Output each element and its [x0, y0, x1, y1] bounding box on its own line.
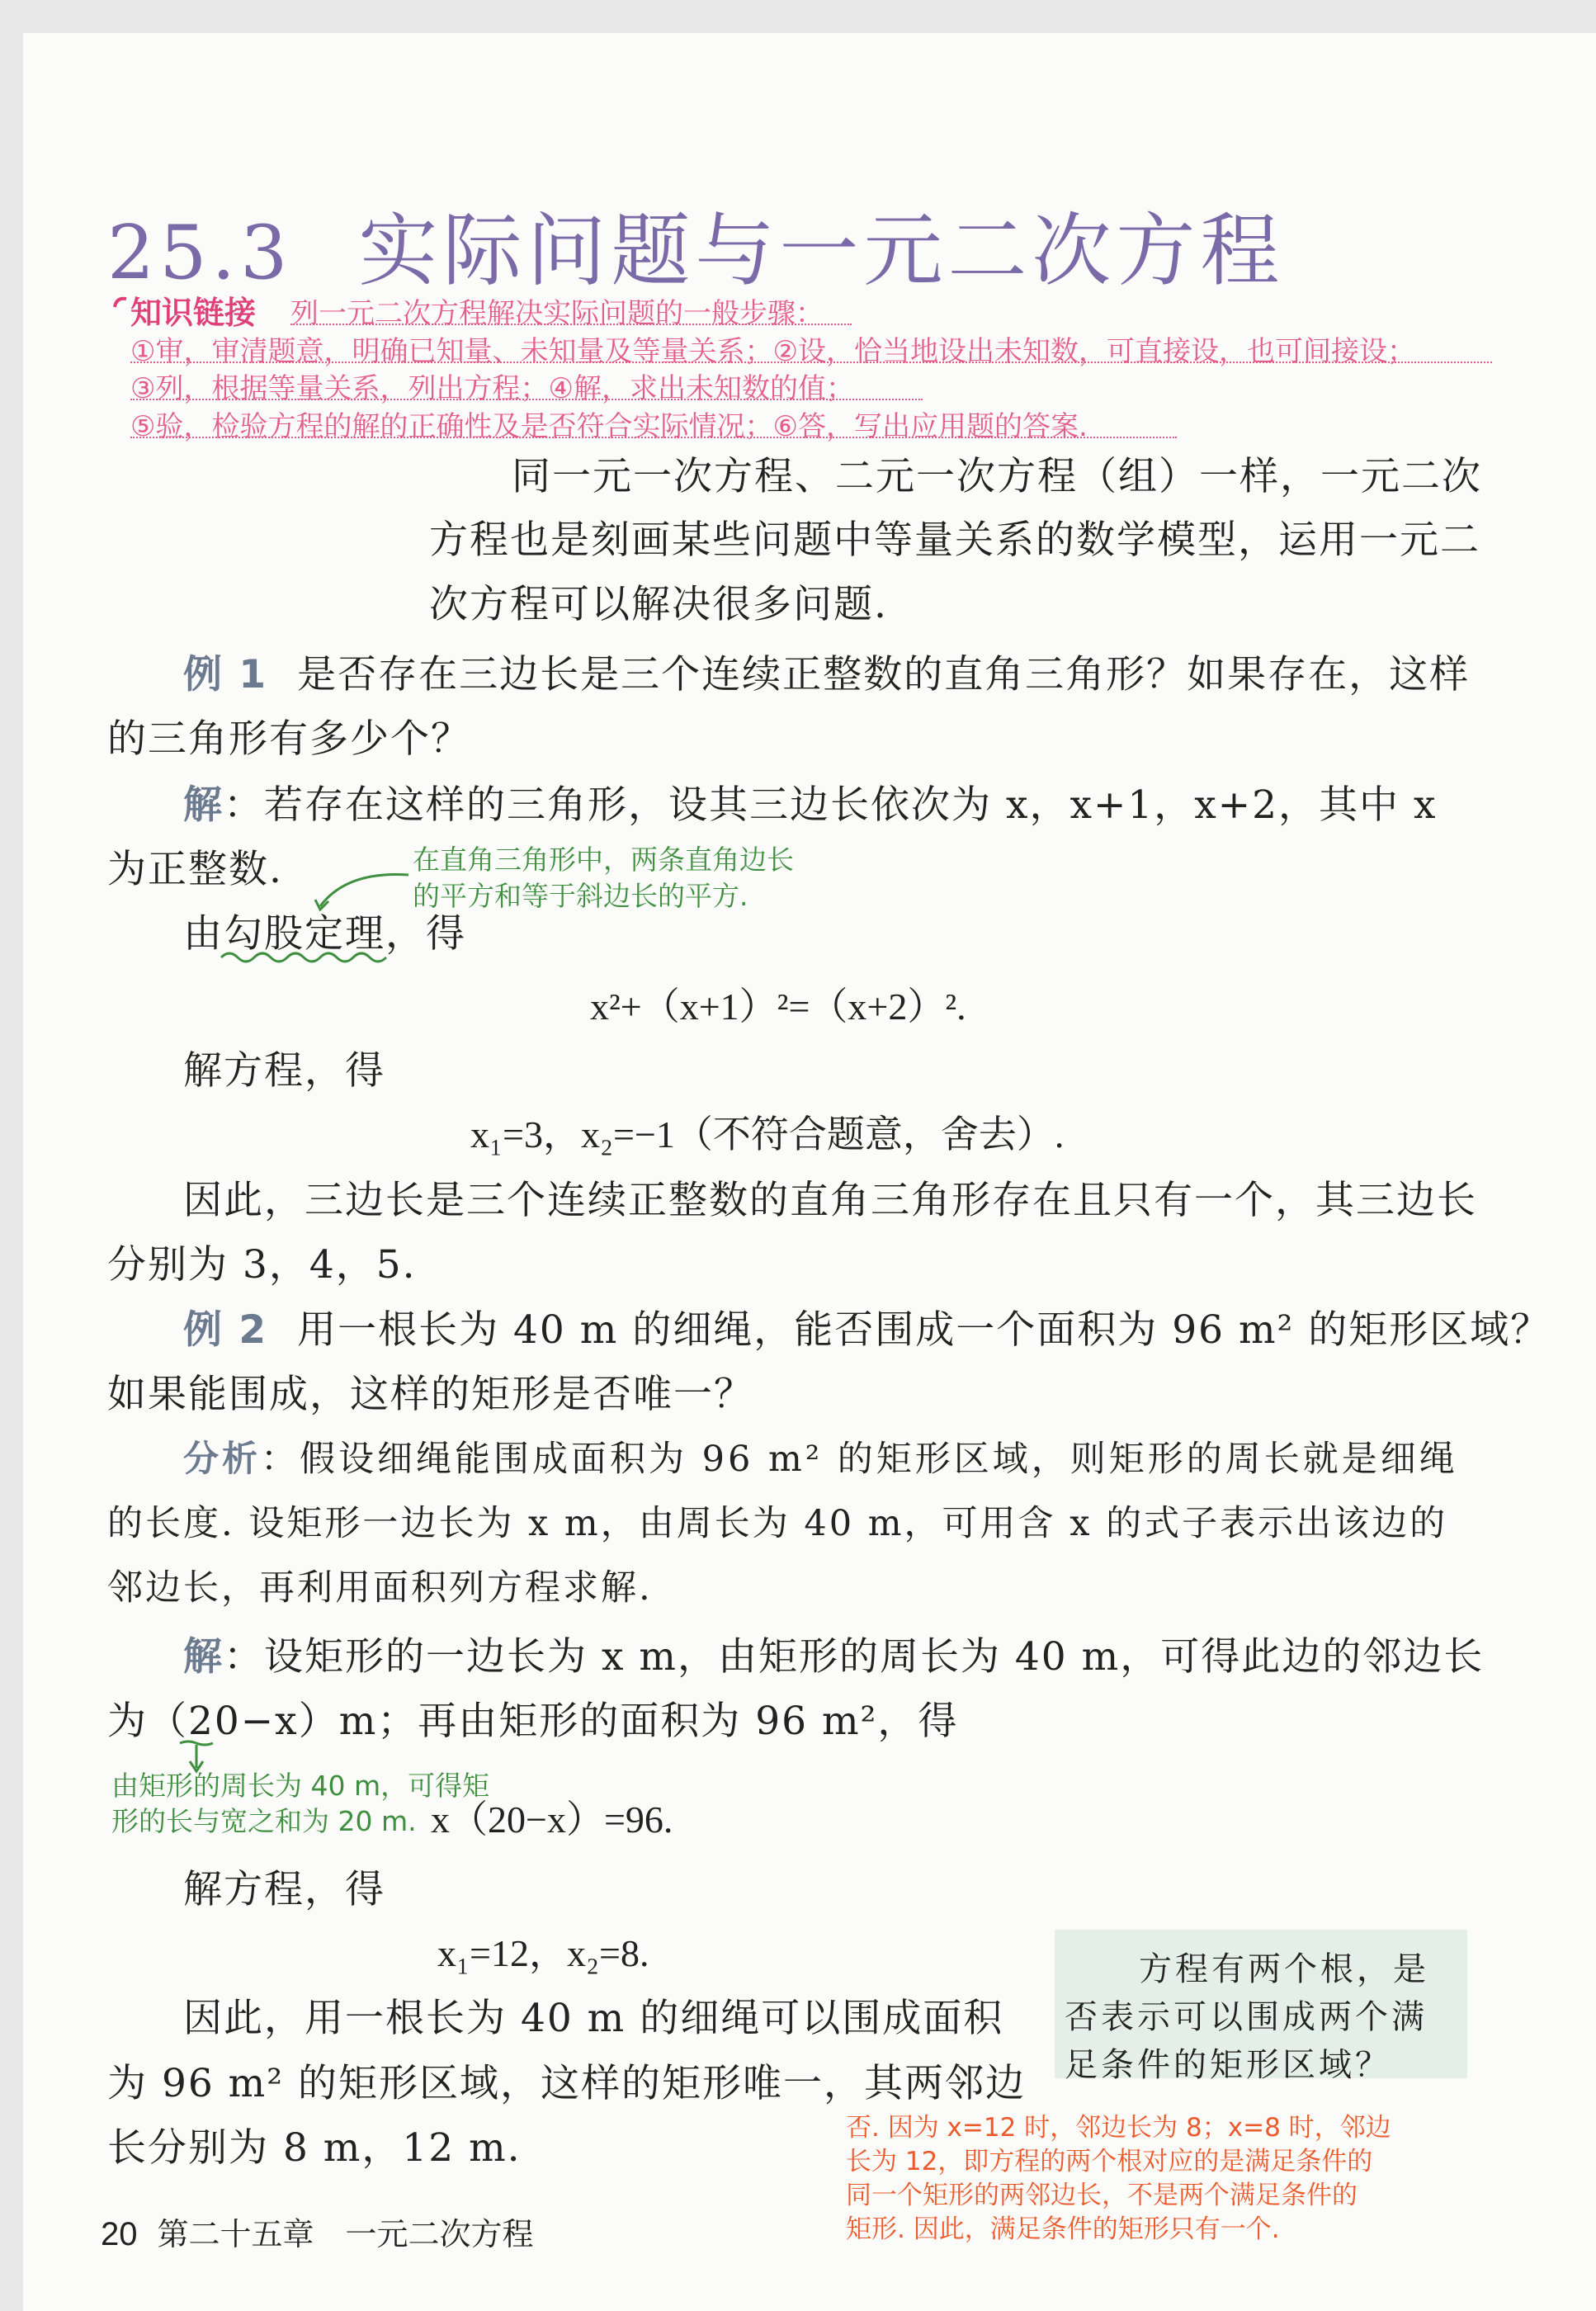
divider [130, 437, 1177, 438]
example-2-analysis [183, 1431, 1458, 1482]
example-1-solution [183, 774, 1437, 829]
section-title-text: 实际问题与一元二次方程 [358, 205, 1285, 297]
intro-line-3: 次方程可以解决很多问题. [429, 582, 888, 627]
example-2-roots: x₁=12，x₂=8. [437, 1932, 649, 1974]
section-title [107, 188, 1284, 301]
example-1-label: 例 1 [183, 652, 268, 697]
example-2-solution [183, 1626, 1484, 1681]
sidebar-question-2: 否表示可以围成两个满 [1065, 1998, 1428, 2036]
answer-line-2: 长为 12，即方程的两个根对应的是满足条件的 [846, 2147, 1373, 2176]
knowledge-line-4: ⑤验，检验方程的解的正确性及是否符合实际情况；⑥答，写出应用题的答案. [130, 410, 1088, 443]
answer-line-3: 同一个矩形的两邻边长，不是两个满足条件的 [846, 2181, 1358, 2210]
intro-line-1: 同一元一次方程、二元一次方程（组）一样，一元二次 [512, 454, 1482, 499]
sidebar-question-1: 方程有两个根，是 [1139, 1950, 1429, 1988]
example-2-question [183, 1299, 1551, 1354]
divider [130, 399, 923, 400]
sidebar-question-3: 足条件的矩形区域？ [1065, 2046, 1391, 2084]
example-1-sol2: 为正整数. [107, 847, 283, 892]
note-pythagoras-1: 在直角三角形中，两条直角边长 [413, 844, 794, 876]
example-2-concl2: 为 96 m² 的矩形区域，这样的矩形唯一，其两邻边 [107, 2061, 1027, 2106]
section-number: 25.3 [107, 210, 293, 296]
example-2-ana1: ：假设细绳能围成面积为 96 m² 的矩形区域，则矩形的周长就是细绳 [261, 1439, 1458, 1480]
pythagoras-line: 由勾股定理，得 [183, 911, 466, 957]
example-2-q2: 如果能围成，这样的矩形是否唯一？ [107, 1372, 754, 1417]
equation-2: x（20−x）=96. [431, 1798, 673, 1841]
example-1-concl2: 分别为 3，4，5. [107, 1242, 417, 1288]
knowledge-link-icon [111, 294, 131, 314]
knowledge-link-label: 知识链接 [130, 295, 257, 331]
example-1-solve: 解方程，得 [183, 1048, 385, 1094]
note-pythagoras-2: 的平方和等于斜边长的平方. [413, 880, 748, 912]
example-2-concl1: 因此，用一根长为 40 m 的细绳可以围成面积 [183, 1996, 1004, 2041]
intro-line-2: 方程也是刻画某些问题中等量关系的数学模型，运用一元二 [429, 517, 1480, 563]
knowledge-line-3: ③列，根据等量关系，列出方程；④解，求出未知数的值； [130, 372, 854, 405]
page-number: 20 [101, 2216, 138, 2252]
example-1-sol1: ：若存在这样的三角形，设其三边长依次为 x，x+1，x+2，其中 x [224, 782, 1438, 828]
knowledge-line-2: ①审，审清题意，明确已知量、未知量及等量关系；②设，恰当地设出未知数，可直接设，也可间接设； [130, 335, 1415, 368]
example-1-concl1: 因此，三边长是三个连续正整数的直角三角形存在且只有一个，其三边长 [183, 1178, 1477, 1223]
example-2-sol1: ：设矩形的一边长为 x m，由矩形的周长为 40 m，可得此边的邻边长 [224, 1634, 1485, 1680]
example-2-ana2: 的长度. 设矩形一边长为 x m，由周长为 40 m，可用含 x 的式子表示出该边的 [107, 1503, 1448, 1544]
example-2-label: 例 2 [183, 1307, 268, 1353]
example-2-sol2: 为（20−x）m；再由矩形的面积为 96 m²，得 [107, 1699, 959, 1744]
note-perimeter-2: 形的长与宽之和为 20 m. [111, 1805, 417, 1837]
note-perimeter-1: 由矩形的周长为 40 m，可得矩 [111, 1770, 490, 1802]
wavy-underline [221, 949, 390, 966]
example-2-concl3: 长分别为 8 m，12 m. [107, 2125, 522, 2171]
answer-line-4: 矩形. 因此，满足条件的矩形只有一个. [846, 2214, 1280, 2244]
example-1-q1: 是否存在三边长是三个连续正整数的直角三角形？如果存在，这样 [297, 652, 1471, 697]
answer-line-1: 否. 因为 x=12 时，邻边长为 8；x=8 时，邻边 [846, 2113, 1391, 2143]
example-1-roots: x₁=3，x₂=−1（不符合题意，舍去）. [470, 1113, 1065, 1156]
solution-label: 解 [183, 782, 224, 828]
knowledge-line-1: 列一元二次方程解决实际问题的一般步骤： [290, 297, 824, 330]
divider [290, 324, 852, 325]
example-1-q2: 的三角形有多少个？ [107, 716, 471, 762]
example-2-ana3: 邻边长，再利用面积列方程求解. [107, 1567, 653, 1609]
chapter-name: 第二十五章 一元二次方程 [157, 2216, 534, 2252]
page-footer [101, 2209, 534, 2254]
example-2-solve: 解方程，得 [183, 1867, 385, 1912]
example-1-question [183, 644, 1470, 699]
analysis-label: 分析 [183, 1439, 261, 1480]
solution-label: 解 [183, 1634, 224, 1680]
divider [130, 362, 1492, 363]
equation-1: x²+（x+1）²=（x+2）². [590, 985, 966, 1028]
example-2-q1: 用一根长为 40 m 的细绳，能否围成一个面积为 96 m² 的矩形区域？ [297, 1307, 1551, 1353]
